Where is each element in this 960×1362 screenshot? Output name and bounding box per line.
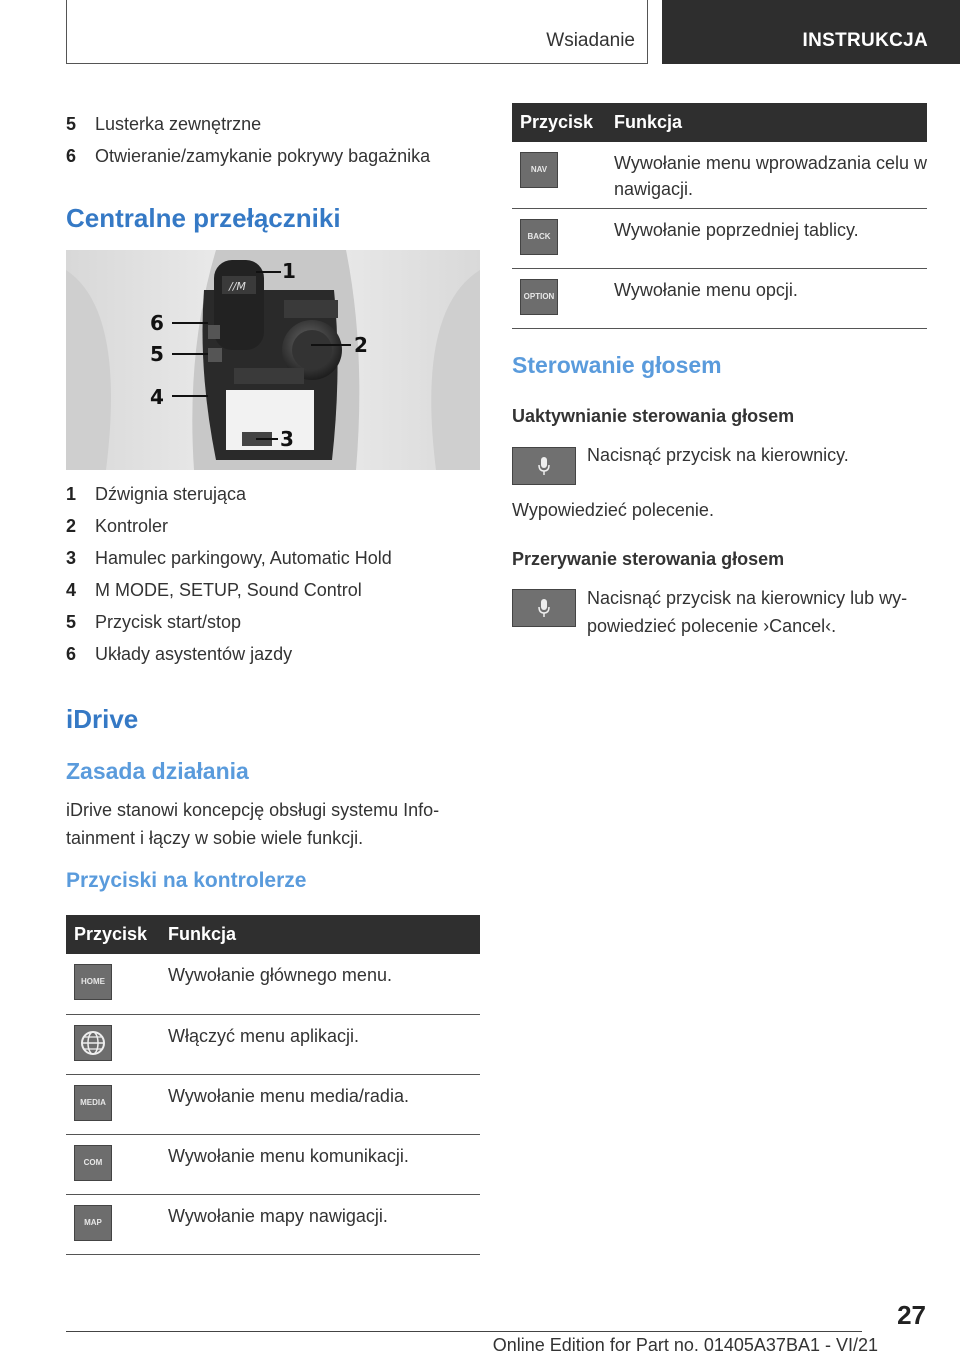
controller-buttons-table-continued <box>512 103 927 329</box>
list-item: 4 M MODE, SETUP, Sound Control <box>66 580 362 600</box>
controller-buttons-heading: Przyciski na kontrolerze <box>66 869 307 892</box>
cancel-voice-text: Nacisnąć przycisk na kierownicy lub wy-powiedzieć polecenie ›Cancel‹. <box>587 588 908 636</box>
map-button-icon: MAP <box>74 1205 112 1241</box>
microphone-icon <box>512 589 576 627</box>
back-button-icon: BACK <box>520 219 558 255</box>
table-row: MAP Wywołanie mapy nawigacji. <box>66 1194 480 1254</box>
header-chapter-tab <box>662 0 960 64</box>
col-header-function: Funkcja <box>168 915 480 954</box>
page-number: 27 <box>897 1300 926 1330</box>
idrive-heading: iDrive <box>66 704 139 734</box>
table-row: Włączyć menu aplikacji. <box>66 1014 480 1074</box>
callout-label: 1 <box>282 259 296 283</box>
header-section-tab <box>66 0 648 64</box>
col-header-function: Funkcja <box>614 103 927 142</box>
list-item: 2 Kontroler <box>66 516 169 536</box>
cancel-voice-subheading: Przerywanie sterowania głosem <box>512 549 785 569</box>
activate-voice-subheading: Uaktywnianie sterowania głosem <box>512 406 795 426</box>
header-chapter-label: INSTRUKCJA <box>802 30 928 51</box>
controller-buttons-table <box>66 915 480 1255</box>
microphone-icon <box>512 447 576 485</box>
table-row: HOME Wywołanie głównego menu. <box>66 954 480 1014</box>
table-row: NAV Wywołanie menu wprowadzania celu w nawigacji. <box>512 142 927 209</box>
globe-icon <box>74 1025 112 1061</box>
table-row: MEDIA Wywołanie menu media/radia. <box>66 1074 480 1134</box>
svg-text://M: //M <box>229 280 246 293</box>
col-header-button: Przycisk <box>66 915 168 954</box>
center-console-photo <box>66 250 480 470</box>
list-item: 5 Przycisk start/stop <box>66 612 242 632</box>
list-item: 3 Hamulec parkingowy, Automatic Hold <box>66 548 392 568</box>
principle-heading: Zasada działania <box>66 758 249 784</box>
list-item: 6 Układy asystentów jazdy <box>66 644 293 664</box>
callout-label: 2 <box>354 333 368 357</box>
media-button-icon: MEDIA <box>74 1085 112 1121</box>
table-header-row <box>66 915 480 954</box>
activate-voice-text: Nacisnąć przycisk na kierownicy. <box>587 445 849 465</box>
edition-text: Online Edition for Part no. 01405A37BA1 - VI/21 <box>492 1335 878 1355</box>
list-item: 5 Lusterka zewnętrzne <box>66 114 262 134</box>
central-switches-list <box>66 478 480 670</box>
list-item: 6 Otwieranie/zamykanie pokrywy bagażnika <box>66 146 431 166</box>
com-button-icon: COM <box>74 1145 112 1181</box>
table-row: BACK Wywołanie poprzedniej tablicy. <box>512 209 927 269</box>
list-item: 1 Dźwignia sterująca <box>66 484 247 504</box>
callout-label: 6 <box>150 311 164 335</box>
footer-divider <box>66 1331 862 1332</box>
table-row: OPTION Wywołanie menu opcji. <box>512 269 927 329</box>
callout-label: 5 <box>150 342 164 366</box>
top-numbered-list <box>66 108 480 172</box>
nav-button-icon: NAV <box>520 152 558 188</box>
header-section-label: Wsiadanie <box>546 30 635 51</box>
say-command-text: Wypowiedzieć polecenie. <box>512 500 714 520</box>
callout-label: 4 <box>150 385 164 409</box>
col-header-button: Przycisk <box>512 103 614 142</box>
voice-control-heading: Sterowanie głosem <box>512 352 722 378</box>
principle-text: iDrive stanowi koncepcję obsługi systemu Info-tainment i łączy w sobie wiele funkcji. <box>66 800 440 848</box>
option-button-icon: OPTION <box>520 279 558 315</box>
callout-label: 3 <box>280 427 294 451</box>
table-header-row <box>512 103 927 142</box>
home-button-icon: HOME <box>74 964 112 1000</box>
central-switches-heading: Centralne przełączniki <box>66 203 341 233</box>
table-row: COM Wywołanie menu komunikacji. <box>66 1134 480 1194</box>
